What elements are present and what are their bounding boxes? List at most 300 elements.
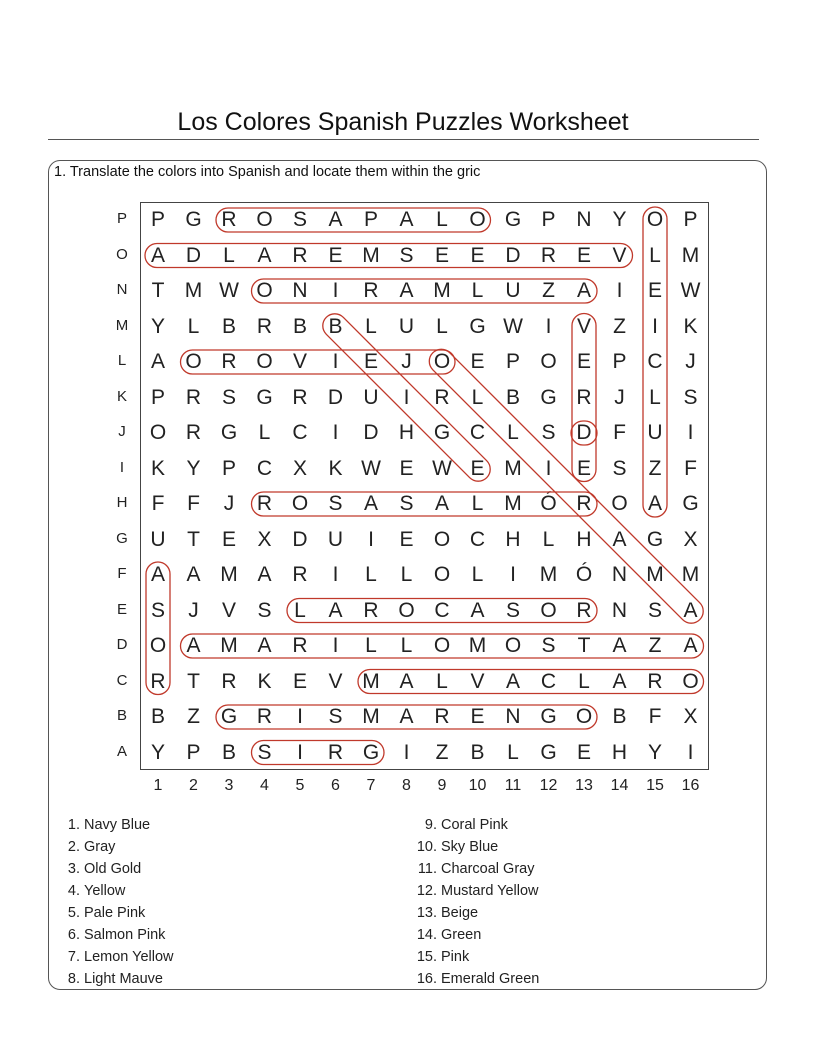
clue-number: 9. xyxy=(424,817,437,833)
grid-letter: I xyxy=(545,314,552,338)
grid-letter: K xyxy=(328,456,343,480)
clue-item xyxy=(413,817,508,833)
grid-letter: P xyxy=(186,740,201,764)
grid-letter: L xyxy=(471,492,484,515)
clue-item xyxy=(413,971,539,987)
grid-letter: B xyxy=(612,705,627,728)
grid-letter: I xyxy=(652,314,658,338)
grid-letter: W xyxy=(219,279,239,302)
grid-letter: L xyxy=(223,243,235,267)
grid-letter: U xyxy=(150,527,166,551)
grid-letter: J xyxy=(188,598,199,622)
grid-letter: S xyxy=(541,634,556,657)
grid-letter: M xyxy=(362,243,380,267)
column-label: 1 xyxy=(153,777,163,794)
grid-letter: K xyxy=(257,669,272,693)
grid-letter: G xyxy=(362,740,380,764)
grid-letter: I xyxy=(332,634,339,657)
clue-text: Green xyxy=(441,927,482,943)
grid-letter: R xyxy=(292,634,308,657)
grid-letter: K xyxy=(150,456,165,480)
grid-letter: E xyxy=(470,705,485,728)
grid-letter: A xyxy=(576,279,591,302)
grid-letter: L xyxy=(507,740,519,764)
grid-letter: R xyxy=(292,385,308,409)
grid-letter: G xyxy=(540,385,557,409)
grid-letter: N xyxy=(576,208,592,231)
clue-text: Emerald Green xyxy=(441,971,540,987)
clue-item xyxy=(413,927,481,943)
grid-letter: U xyxy=(398,314,415,338)
grid-letter: A xyxy=(683,634,698,657)
clue-text: Light Mauve xyxy=(84,971,163,987)
grid-letter: A xyxy=(257,634,272,657)
row-label: J xyxy=(118,423,126,440)
column-label: 12 xyxy=(539,777,558,794)
grid-letter: H xyxy=(505,527,521,551)
grid-letter: O xyxy=(149,421,167,444)
grid-letter: Z xyxy=(542,279,555,302)
clue-number: 6. xyxy=(67,927,80,943)
grid-letter: I xyxy=(616,279,623,302)
clue-number: 11. xyxy=(417,861,437,877)
grid-letter: S xyxy=(292,208,307,231)
grid-letter: S xyxy=(612,456,627,480)
clue-text: Navy Blue xyxy=(84,817,151,833)
grid-letter: L xyxy=(400,563,413,586)
grid-letter: G xyxy=(504,208,522,231)
grid-letter: L xyxy=(542,527,555,551)
grid-letter: A xyxy=(399,208,414,231)
grid-letter: W xyxy=(503,314,523,338)
grid-letter: A xyxy=(505,669,520,693)
grid-letter: L xyxy=(365,563,377,586)
worksheet-title: Los Colores Spanish Puzzles Worksheet xyxy=(177,108,629,136)
row-label: M xyxy=(115,316,129,334)
grid-letter: T xyxy=(577,634,591,657)
column-label: 11 xyxy=(504,777,522,794)
grid-letter: C xyxy=(647,350,663,373)
row-label: D xyxy=(116,636,128,653)
grid-letter: B xyxy=(505,385,520,409)
clue-item xyxy=(62,861,141,877)
grid-letter: C xyxy=(540,669,557,693)
grid-letter: J xyxy=(401,350,412,373)
grid-letter: L xyxy=(471,279,484,302)
clue-text: Old Gold xyxy=(84,861,142,877)
grid-letter: X xyxy=(683,705,698,728)
grid-letter: M xyxy=(646,563,664,586)
grid-letter: E xyxy=(576,243,591,267)
grid-letter: A xyxy=(150,563,165,586)
grid-letter: M xyxy=(681,243,700,267)
grid-letter: R xyxy=(434,705,450,728)
grid-letter: A xyxy=(150,243,165,267)
grid-letter: C xyxy=(469,527,486,551)
grid-letter: N xyxy=(505,705,521,728)
grid-letter: L xyxy=(436,208,448,231)
clue-number: 2. xyxy=(67,839,80,855)
row-label: L xyxy=(117,352,127,369)
row-label: N xyxy=(116,281,128,298)
grid-letter: I xyxy=(545,456,552,480)
grid-letter: R xyxy=(221,350,237,373)
grid-letter: N xyxy=(611,563,628,586)
grid-letter: E xyxy=(434,243,449,267)
grid-letter: S xyxy=(328,705,343,728)
clue-item xyxy=(62,927,165,943)
grid-letter: W xyxy=(432,456,452,480)
clue-number: 3. xyxy=(67,861,80,877)
clue-text: Lemon Yellow xyxy=(84,949,174,965)
grid-letter: E xyxy=(470,350,485,373)
grid-letter: A xyxy=(328,208,343,231)
grid-letter: V xyxy=(292,350,307,373)
grid-letter: R xyxy=(185,421,202,444)
clue-number: 12. xyxy=(416,883,437,899)
grid-letter: V xyxy=(576,314,591,338)
grid-letter: M xyxy=(362,669,380,693)
grid-letter: P xyxy=(505,350,520,373)
grid-letter: R xyxy=(292,563,308,586)
grid-letter: W xyxy=(361,456,381,480)
grid-letter: R xyxy=(256,314,273,338)
grid-letter: L xyxy=(436,669,448,693)
grid-letter: F xyxy=(187,492,200,515)
column-label: 7 xyxy=(366,777,376,794)
grid-letter: E xyxy=(470,243,485,267)
grid-letter: A xyxy=(647,492,662,515)
grid-letter: H xyxy=(611,740,628,764)
grid-letter: Y xyxy=(186,456,201,480)
grid-letter: N xyxy=(292,279,308,302)
grid-letter: E xyxy=(470,456,485,480)
column-label: 16 xyxy=(681,777,700,794)
clue-number: 1. xyxy=(67,817,80,833)
grid-letter: C xyxy=(256,456,273,480)
grid-letter: B xyxy=(292,314,307,338)
row-label: K xyxy=(116,387,127,405)
grid-letter: H xyxy=(398,421,415,444)
grid-letter: Y xyxy=(150,314,165,338)
grid-letter: S xyxy=(683,385,698,409)
column-label: 6 xyxy=(331,777,340,794)
row-label: A xyxy=(116,742,127,760)
grid-letter: M xyxy=(220,563,238,586)
grid-letter: P xyxy=(541,208,556,231)
clue-text: Beige xyxy=(441,905,479,921)
column-label: 10 xyxy=(468,777,487,794)
grid-letter: O xyxy=(504,634,522,657)
grid-letter: O xyxy=(433,634,451,657)
row-label: O xyxy=(116,245,128,263)
grid-letter: T xyxy=(187,527,200,551)
grid-letter: O xyxy=(646,208,664,231)
grid-letter: Y xyxy=(612,208,627,231)
grid-letter: J xyxy=(614,385,625,409)
grid-letter: D xyxy=(363,421,379,444)
grid-letter: G xyxy=(220,705,238,728)
row-label: B xyxy=(116,707,127,724)
grid-letter: U xyxy=(363,385,379,409)
grid-letter: G xyxy=(185,208,202,231)
grid-letter: R xyxy=(185,385,202,409)
grid-letter: M xyxy=(468,634,487,657)
grid-letter: L xyxy=(436,314,448,338)
grid-letter: G xyxy=(256,385,273,409)
grid-letter: N xyxy=(611,598,628,622)
grid-letter: E xyxy=(363,350,378,373)
grid-letter: R xyxy=(221,669,237,693)
clue-item xyxy=(62,905,145,921)
grid-letter: I xyxy=(332,563,339,586)
grid-letter: B xyxy=(221,740,236,764)
grid-letter: O xyxy=(540,598,557,622)
grid-letter: I xyxy=(332,279,339,302)
grid-letter: R xyxy=(363,279,379,302)
grid-letter: R xyxy=(256,492,273,515)
grid-letter: R xyxy=(576,492,592,515)
grid-letter: A xyxy=(399,705,414,728)
clue-number: 4. xyxy=(67,883,80,899)
grid-letter: J xyxy=(223,492,235,515)
grid-letter: D xyxy=(327,385,344,409)
grid-letter: V xyxy=(328,669,343,693)
clue-number: 7. xyxy=(67,949,80,965)
grid-letter: A xyxy=(470,598,485,622)
grid-letter: S xyxy=(257,598,272,622)
grid-letter: R xyxy=(647,669,663,693)
grid-letter: R xyxy=(576,598,592,622)
grid-letter: A xyxy=(683,598,698,622)
clue-item xyxy=(413,905,478,921)
row-label: E xyxy=(116,600,127,618)
row-label: H xyxy=(116,494,128,511)
clue-item xyxy=(62,949,174,965)
grid-letter: A xyxy=(434,492,449,515)
grid-letter: A xyxy=(363,492,378,515)
grid-letter: R xyxy=(434,385,450,409)
grid-letter: O xyxy=(540,350,557,373)
grid-letter: I xyxy=(510,563,516,586)
grid-letter: E xyxy=(292,669,307,693)
grid-letter: M xyxy=(184,279,203,302)
clue-number: 15. xyxy=(416,949,437,965)
clue-item xyxy=(413,861,534,877)
grid-letter: E xyxy=(647,279,662,302)
column-label: 3 xyxy=(224,777,234,794)
row-label: G xyxy=(116,529,128,547)
grid-letter: E xyxy=(328,243,343,267)
grid-letter: L xyxy=(578,669,590,693)
grid-letter: H xyxy=(576,527,592,551)
row-label: F xyxy=(117,565,127,582)
grid-letter: R xyxy=(363,598,379,622)
grid-letter: Z xyxy=(613,314,626,338)
grid-letter: A xyxy=(328,598,343,622)
grid-letter: S xyxy=(221,385,236,409)
grid-letter: L xyxy=(294,598,306,622)
grid-letter: I xyxy=(368,527,374,551)
grid-letter: Ó xyxy=(575,563,593,586)
grid-letter: C xyxy=(469,421,486,444)
grid-letter: S xyxy=(257,740,272,764)
grid-letter: O xyxy=(256,279,273,302)
grid-letter: O xyxy=(256,208,273,231)
clue-item xyxy=(62,839,115,855)
grid-letter: L xyxy=(258,421,271,444)
grid-letter: P xyxy=(150,385,165,409)
grid-letter: Z xyxy=(435,740,449,764)
grid-letter: S xyxy=(541,421,556,444)
grid-letter: U xyxy=(505,279,521,302)
grid-letter: G xyxy=(220,421,238,444)
grid-letter: L xyxy=(507,421,519,444)
grid-letter: E xyxy=(576,350,591,373)
grid-letter: L xyxy=(471,563,484,586)
clue-item xyxy=(413,839,498,855)
clue-text: Pale Pink xyxy=(84,905,146,921)
grid-letter: D xyxy=(185,243,202,267)
grid-letter: G xyxy=(540,740,557,764)
grid-letter: S xyxy=(328,492,343,515)
grid-letter: J xyxy=(685,350,696,373)
grid-letter: V xyxy=(221,598,236,622)
grid-letter: F xyxy=(684,456,697,480)
clue-text: Coral Pink xyxy=(441,817,508,833)
grid-letter: C xyxy=(434,598,450,622)
grid-letter: R xyxy=(256,705,273,728)
grid-letter: I xyxy=(403,385,410,409)
clue-item xyxy=(62,883,125,899)
grid-letter: B xyxy=(470,740,485,764)
grid-letter: O xyxy=(469,208,486,231)
grid-letter: O xyxy=(433,527,451,551)
grid-letter: F xyxy=(151,492,165,515)
grid-letter: R xyxy=(150,669,166,693)
grid-letter: G xyxy=(433,421,451,444)
grid-letter: P xyxy=(150,208,165,231)
grid-letter: Y xyxy=(150,740,165,764)
row-label: I xyxy=(119,458,125,476)
grid-letter: G xyxy=(469,314,486,338)
grid-letter: M xyxy=(504,456,522,480)
column-label: 15 xyxy=(646,777,664,794)
grid-letter: I xyxy=(297,740,303,764)
grid-letter: V xyxy=(470,669,485,693)
grid-letter: O xyxy=(398,598,415,622)
column-label: 9 xyxy=(437,777,447,794)
clue-item xyxy=(62,971,163,987)
clue-item xyxy=(62,817,150,833)
grid-letter: P xyxy=(683,208,698,231)
grid-letter: S xyxy=(399,492,414,515)
grid-letter: L xyxy=(471,385,484,409)
grid-letter: D xyxy=(576,421,592,444)
grid-letter: E xyxy=(399,527,414,551)
grid-letter: A xyxy=(399,669,414,693)
grid-letter: L xyxy=(187,314,200,338)
clue-text: Yellow xyxy=(84,883,126,899)
column-label: 13 xyxy=(575,777,593,794)
grid-letter: G xyxy=(646,527,664,551)
grid-letter: I xyxy=(297,705,303,728)
clue-text: Sky Blue xyxy=(441,839,499,855)
grid-letter: I xyxy=(687,421,694,444)
row-label: C xyxy=(116,671,128,689)
clue-text: Charcoal Gray xyxy=(441,861,535,877)
grid-letter: B xyxy=(150,705,165,728)
grid-letter: O xyxy=(291,492,309,515)
grid-letter: L xyxy=(365,314,377,338)
grid-letter: L xyxy=(649,243,661,267)
grid-letter: A xyxy=(186,563,201,586)
grid-letter: R xyxy=(292,243,308,267)
grid-letter: X xyxy=(257,527,272,551)
grid-letter: M xyxy=(220,634,238,657)
grid-letter: T xyxy=(151,279,165,302)
clue-text: Gray xyxy=(84,839,116,855)
grid-letter: P xyxy=(612,350,627,373)
grid-letter: U xyxy=(327,527,344,551)
grid-letter: A xyxy=(612,669,627,693)
grid-letter: Y xyxy=(647,740,662,764)
grid-letter: Ó xyxy=(540,492,557,515)
grid-letter: I xyxy=(332,350,339,373)
grid-letter: R xyxy=(576,385,592,409)
grid-letter: O xyxy=(575,705,593,728)
grid-letter: M xyxy=(504,492,522,515)
grid-letter: M xyxy=(433,279,451,302)
grid-letter: O xyxy=(433,350,451,373)
clue-number: 8. xyxy=(67,971,80,987)
grid-letter: E xyxy=(221,527,236,551)
grid-letter: B xyxy=(328,314,343,338)
grid-letter: E xyxy=(576,740,591,764)
instruction-text: 1. Translate the colors into Spanish and locate them within the gric xyxy=(54,164,481,180)
grid-letter: S xyxy=(647,598,662,622)
column-label: 4 xyxy=(260,777,269,794)
grid-letter: G xyxy=(540,705,557,728)
grid-letter: S xyxy=(399,243,414,267)
grid-letter: O xyxy=(149,634,167,657)
clue-text: Mustard Yellow xyxy=(441,883,539,899)
grid-letter: A xyxy=(257,563,272,586)
grid-letter: Z xyxy=(648,634,662,657)
grid-letter: L xyxy=(400,634,413,657)
grid-letter: O xyxy=(433,563,451,586)
grid-letter: Z xyxy=(648,456,662,480)
grid-letter: L xyxy=(365,634,377,657)
grid-letter: M xyxy=(362,705,380,728)
grid-letter: B xyxy=(221,314,236,338)
grid-letter: R xyxy=(327,740,344,764)
grid-letter: X xyxy=(292,456,307,480)
column-label: 5 xyxy=(295,777,305,794)
clue-number: 14. xyxy=(416,927,437,943)
title-divider xyxy=(48,139,759,140)
grid-letter: A xyxy=(612,527,627,551)
grid-letter: P xyxy=(221,456,236,480)
grid-letter: C xyxy=(292,421,308,444)
grid-letter: A xyxy=(257,243,272,267)
clue-number: 10. xyxy=(416,839,437,855)
grid-letter: A xyxy=(399,279,414,302)
grid-letter: Z xyxy=(187,705,200,728)
grid-letter: E xyxy=(576,456,591,480)
grid-letter: I xyxy=(403,740,410,764)
grid-letter: R xyxy=(221,208,237,231)
